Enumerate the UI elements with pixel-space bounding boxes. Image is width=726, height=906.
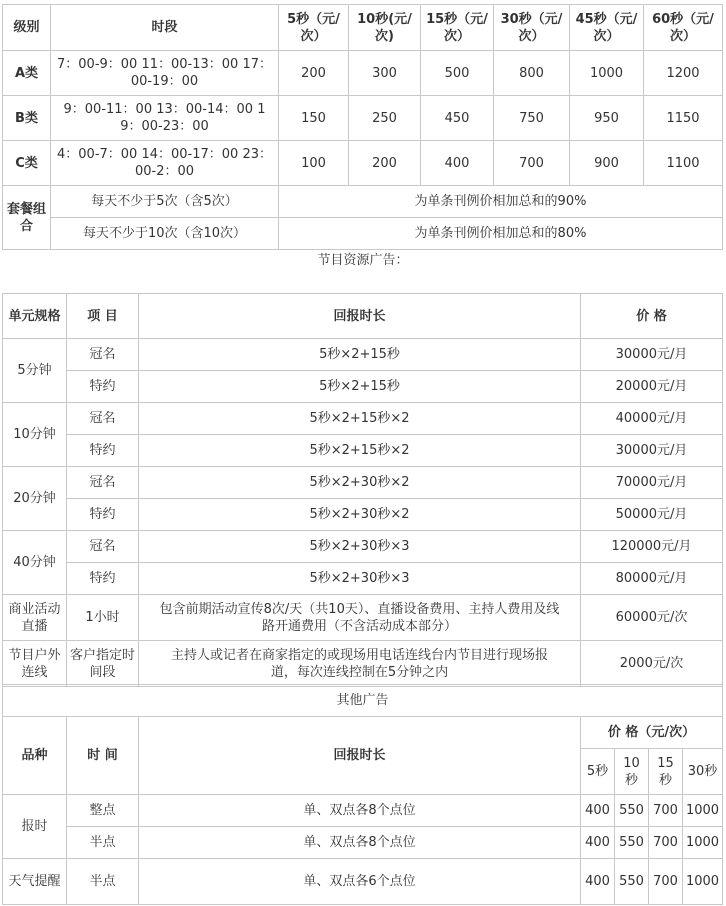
- other-ad-table: [2, 684, 723, 905]
- table-row: [3, 141, 723, 186]
- return-cell: 单、双点各8个点位: [139, 795, 581, 827]
- return-cell: 5秒×2+15秒: [139, 339, 581, 371]
- table-row: [3, 435, 723, 467]
- price-cell: 900: [570, 141, 644, 186]
- price-cell: 30000元/月: [581, 339, 723, 371]
- header-10s: 10秒(元/次): [349, 5, 421, 51]
- time-cell: 整点: [67, 795, 139, 827]
- table-row: [3, 595, 723, 641]
- price-cell: 700: [494, 141, 570, 186]
- level-cell: A类: [3, 51, 51, 96]
- price-cell: 550: [615, 827, 649, 859]
- price-cell: 200: [279, 51, 349, 96]
- package-discount: 为单条刊例价相加总和的80%: [279, 218, 723, 250]
- table-row: [3, 371, 723, 403]
- header-5s: 5秒（元/次）: [279, 5, 349, 51]
- price-cell: 1000: [683, 795, 723, 827]
- table-row: [3, 641, 723, 687]
- other-table-header: [3, 717, 723, 749]
- item-cell: 冠名: [67, 403, 139, 435]
- item-cell: 特约: [67, 563, 139, 595]
- item-cell: 冠名: [67, 531, 139, 563]
- header-15s: 15秒（元/次）: [421, 5, 494, 51]
- header-duration: 30秒: [683, 749, 723, 795]
- time-cell: 半点: [67, 827, 139, 859]
- rate-table-header: [3, 5, 723, 51]
- item-cell: 1小时: [67, 595, 139, 641]
- price-cell: 950: [570, 96, 644, 141]
- table-row: [3, 499, 723, 531]
- level-cell: B类: [3, 96, 51, 141]
- table-row: [3, 795, 723, 827]
- price-cell: 700: [649, 827, 683, 859]
- table-row: [3, 51, 723, 96]
- price-cell: 100: [279, 141, 349, 186]
- package-condition: 每天不少于5次（含5次）: [51, 186, 279, 218]
- price-cell: 70000元/月: [581, 467, 723, 499]
- price-cell: 1000: [683, 827, 723, 859]
- unit-cell: 商业活动直播: [3, 595, 67, 641]
- header-45s: 45秒（元/次）: [570, 5, 644, 51]
- program-table: [2, 293, 723, 687]
- price-cell: 2000元/次: [581, 641, 723, 687]
- header-time: 时 间: [67, 717, 139, 795]
- rate-table: [2, 4, 723, 250]
- return-cell: 5秒×2+30秒×3: [139, 531, 581, 563]
- package-condition: 每天不少于10次（含10次）: [51, 218, 279, 250]
- header-price: 价 格（元/次）: [581, 717, 723, 749]
- price-cell: 50000元/月: [581, 499, 723, 531]
- price-cell: 550: [615, 859, 649, 905]
- price-cell: 400: [421, 141, 494, 186]
- header-30s: 30秒（元/次）: [494, 5, 570, 51]
- price-cell: 40000元/月: [581, 403, 723, 435]
- item-cell: 特约: [67, 499, 139, 531]
- header-item: 项 目: [67, 294, 139, 339]
- time-cell: 半点: [67, 859, 139, 905]
- table-row: [3, 403, 723, 435]
- unit-cell: 20分钟: [3, 467, 67, 531]
- table-row: [3, 339, 723, 371]
- table-row: [3, 186, 723, 218]
- return-cell: 5秒×2+15秒×2: [139, 403, 581, 435]
- item-cell: 特约: [67, 435, 139, 467]
- return-cell: 5秒×2+15秒: [139, 371, 581, 403]
- return-cell: 包含前期活动宣传8次/天（共10天）、直播设备费用、主持人费用及线路开通费用（不含活动成本部分）: [139, 595, 581, 641]
- kind-cell: 报时: [3, 795, 67, 859]
- program-caption: 节目资源广告：: [317, 253, 409, 268]
- price-cell: 20000元/月: [581, 371, 723, 403]
- price-cell: 700: [649, 859, 683, 905]
- price-cell: 450: [421, 96, 494, 141]
- header-kind: 品种: [3, 717, 67, 795]
- price-cell: 120000元/月: [581, 531, 723, 563]
- return-cell: 主持人或记者在商家指定的或现场用电话连线台内节目进行现场报道，每次连线控制在5分钟之内: [139, 641, 581, 687]
- header-duration: 15秒: [649, 749, 683, 795]
- return-cell: 5秒×2+30秒×3: [139, 563, 581, 595]
- table-row: [3, 685, 723, 717]
- unit-cell: 40分钟: [3, 531, 67, 595]
- header-duration: 10秒: [615, 749, 649, 795]
- table-row: [3, 467, 723, 499]
- table-row: [3, 859, 723, 905]
- table-row: [3, 96, 723, 141]
- price-cell: 250: [349, 96, 421, 141]
- price-cell: 30000元/月: [581, 435, 723, 467]
- price-cell: 1000: [570, 51, 644, 96]
- return-cell: 5秒×2+30秒×2: [139, 467, 581, 499]
- price-cell: 700: [649, 795, 683, 827]
- price-cell: 60000元/次: [581, 595, 723, 641]
- price-cell: 500: [421, 51, 494, 96]
- level-cell: C类: [3, 141, 51, 186]
- item-cell: 客户指定时间段: [67, 641, 139, 687]
- price-cell: 200: [349, 141, 421, 186]
- header-time: 时段: [51, 5, 279, 51]
- price-cell: 1150: [644, 96, 723, 141]
- package-discount: 为单条刊例价相加总和的90%: [279, 186, 723, 218]
- table-row: [3, 531, 723, 563]
- header-60s: 60秒（元/次）: [644, 5, 723, 51]
- price-cell: 800: [494, 51, 570, 96]
- price-cell: 80000元/月: [581, 563, 723, 595]
- return-cell: 5秒×2+15秒×2: [139, 435, 581, 467]
- price-cell: 1100: [644, 141, 723, 186]
- unit-cell: 10分钟: [3, 403, 67, 467]
- time-cell: 7：00-9：00 11：00-13：00 17：00-19：00: [51, 51, 279, 96]
- item-cell: 特约: [67, 371, 139, 403]
- return-cell: 单、双点各6个点位: [139, 859, 581, 905]
- return-cell: 单、双点各8个点位: [139, 827, 581, 859]
- table-row: [3, 218, 723, 250]
- price-cell: 300: [349, 51, 421, 96]
- price-cell: 1000: [683, 859, 723, 905]
- price-cell: 750: [494, 96, 570, 141]
- header-unit: 单元规格: [3, 294, 67, 339]
- return-cell: 5秒×2+30秒×2: [139, 499, 581, 531]
- price-cell: 1200: [644, 51, 723, 96]
- header-level: 级别: [3, 5, 51, 51]
- item-cell: 冠名: [67, 339, 139, 371]
- header-return: 回报时长: [139, 294, 581, 339]
- package-label: 套餐组合: [3, 186, 51, 250]
- header-return: 回报时长: [139, 717, 581, 795]
- price-cell: 550: [615, 795, 649, 827]
- price-cell: 400: [581, 795, 615, 827]
- unit-cell: 节目户外连线: [3, 641, 67, 687]
- time-cell: 9：00-11：00 13：00-14：00 19：00-23：00: [51, 96, 279, 141]
- item-cell: 冠名: [67, 467, 139, 499]
- time-cell: 4：00-7：00 14：00-17：00 23：00-2：00: [51, 141, 279, 186]
- header-duration: 5秒: [581, 749, 615, 795]
- other-ad-caption: 其他广告: [3, 685, 723, 717]
- unit-cell: 5分钟: [3, 339, 67, 403]
- price-cell: 400: [581, 859, 615, 905]
- kind-cell: 天气提醒: [3, 859, 67, 905]
- table-row: [3, 827, 723, 859]
- header-price: 价 格: [581, 294, 723, 339]
- program-table-header: [3, 294, 723, 339]
- price-cell: 400: [581, 827, 615, 859]
- price-cell: 150: [279, 96, 349, 141]
- table-row: [3, 563, 723, 595]
